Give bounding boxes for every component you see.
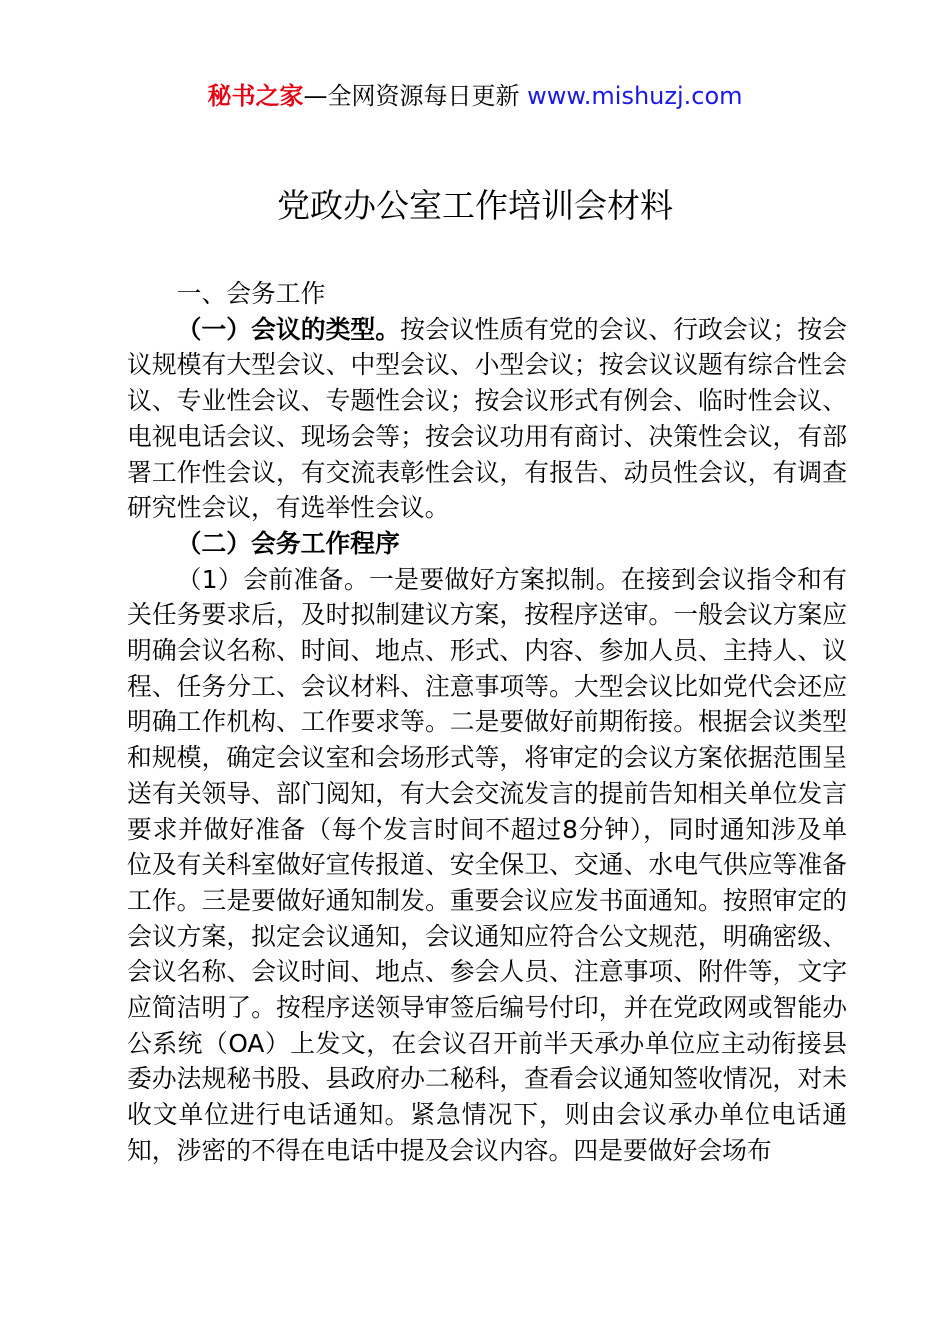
paragraph-meeting-types xyxy=(127,312,847,526)
site-header xyxy=(0,80,950,112)
subsection-heading: （一）会议的类型。 xyxy=(176,314,401,344)
document-title: 党政办公室工作培训会材料 xyxy=(277,186,673,225)
subsection-heading: （二）会务工作程序 xyxy=(176,528,400,558)
section-heading-text: 一、会务工作 xyxy=(176,279,326,308)
paragraph-pre-meeting xyxy=(127,562,847,1169)
site-tagline: —全网资源每日更新 xyxy=(303,82,528,110)
section-heading xyxy=(127,276,847,312)
paragraph-text: 按会议性质有党的会议、行政会议；按会议规模有大型会议、中型会议、小型会议；按会议议题有综合性会议、专业性会议、专题性会议；按会议形式有例会、临时性会议、电视电话会议、现场会等；按会议功用有商讨、决策性会议，有部署工作性会议，有交流表彰性会议，有报告、动员性会议，有调查研究性会议，有选举性会议。 xyxy=(127,314,847,523)
site-brand: 秘书之家 xyxy=(207,82,304,110)
paragraph-text: （1）会前准备。一是要做好方案拟制。在接到会议指令和有关任务要求后，及时拟制建议方案，按程序送审。一般会议方案应明确会议名称、时间、地点、形式、内容、参加人员、主持人、议程、任务分工、会议材料、注意事项等。大型会议比如党代会还应明确工作机构、工作要求等。二是要做好前期衔接。根据会议类型和规模，确定会议室和会场形式等，将审定的会议方案依据范围呈送有关领导、部门阅知，有大会交流发言的提前告知相关单位发言要求并做好准备（每个发言时间不超过8分钟），同时通知涉及单位及有关科室做好宣传报道、安全保卫、交通、水电气供应等准备工作。三是要做好通知制发。重要会议应发书面通知。按照审定的会议方案，拟定会议通知，会议通知应符合公文规范，明确密级、会议名称、会议时间、地点、参会人员、注意事项、附件等，文字应简洁明了。按程序送领导审签后编号付印，并在党政网或智能办公系统（OA）上发文，在会议召开前半天承办单位应主动衔接县委办法规秘书股、县政府办二秘科，查看会议通知签收情况，对未收文单位进行电话通知。紧急情况下，则由会议承办单位电话通知，涉密的不得在电话中提及会议内容。四是要做好会场布 xyxy=(127,564,847,1165)
document-body xyxy=(127,276,847,1169)
site-url[interactable]: www.mishuzj.com xyxy=(527,82,743,110)
subsection-heading-procedure xyxy=(127,526,847,562)
